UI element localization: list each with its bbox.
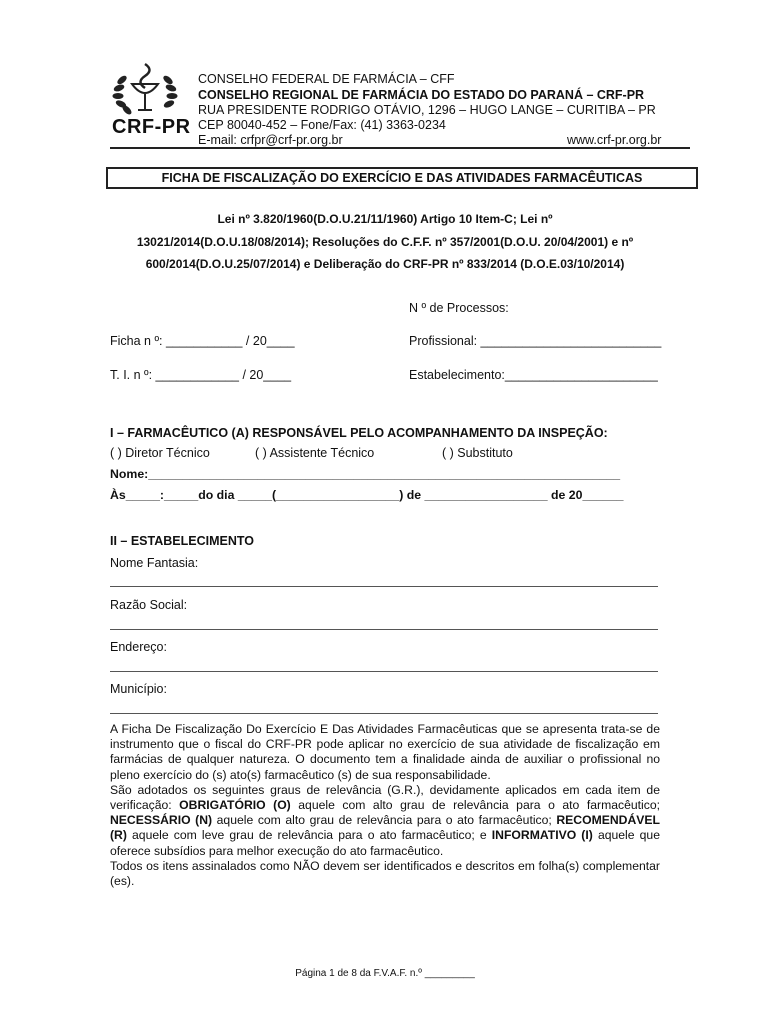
data-hora-field[interactable]: Às_____:_____do dia _____(__________________) de __________________ de 20______	[110, 488, 624, 502]
p2-text-e: aquele que oferece subsídios para melhor execução do ato farmacêutico.	[110, 828, 660, 858]
processos-label: N º de Processos:	[409, 301, 509, 315]
paragraph-2	[110, 783, 660, 859]
p2-text-a: São adotados os seguintes graus de relevância (G.R.), devidamente aplicados em cada item de verificação:	[110, 782, 660, 813]
law-line-1: Lei nº 3.820/1960(D.O.U.21/11/1960) Artigo 10 Item-C; Lei nº	[217, 212, 553, 226]
header-divider	[110, 147, 690, 149]
paragraph-3: Todos os itens assinalados como NÃO devem ser identificados e descritos em folha(s) complementar (es).	[110, 858, 660, 889]
header-address: RUA PRESIDENTE RODRIGO OTÁVIO, 1296 – HUGO LANGE – CURITIBA – PR	[198, 103, 656, 117]
estabelecimento-field[interactable]: Estabelecimento:______________________	[409, 368, 658, 382]
header-cff: CONSELHO FEDERAL DE FARMÁCIA – CFF	[198, 72, 455, 86]
option-diretor-tecnico[interactable]: ( ) Diretor Técnico	[110, 446, 210, 460]
logo-text: CRF-PR	[112, 116, 191, 138]
nome-fantasia-label: Nome Fantasia:	[110, 556, 199, 570]
explanation-text	[110, 722, 660, 889]
form-title: FICHA DE FISCALIZAÇÃO DO EXERCÍCIO E DAS ATIVIDADES FARMACÊUTICAS	[106, 167, 698, 189]
header-cep: CEP 80040-452 – Fone/Fax: (41) 3363-0234	[198, 118, 446, 132]
p2-text-b: aquele com alto grau de relevância para o ato farmacêutico;	[290, 798, 661, 813]
p2-text-d: aquele com leve grau de relevância para o ato farmacêutico; e	[126, 828, 492, 843]
p2-text-c: aquele com alto grau de relevância para o ato farmacêutico;	[212, 813, 557, 828]
municipio-label: Município:	[110, 682, 167, 696]
ficha-field[interactable]: Ficha n º: ___________ / 20____	[110, 334, 295, 348]
header-crf: CONSELHO REGIONAL DE FARMÁCIA DO ESTADO DO PARANÁ – CRF-PR	[198, 88, 645, 102]
header-website: www.crf-pr.org.br	[567, 133, 662, 147]
law-line-3: 600/2014(D.O.U.25/07/2014) e Deliberação do CRF-PR nº 833/2014 (D.O.E.03/10/2014)	[145, 257, 625, 271]
option-substituto[interactable]: ( ) Substituto	[442, 446, 513, 460]
page-footer: Página 1 de 8 da F.V.A.F. n.º _________	[295, 968, 475, 979]
nome-fantasia-line[interactable]	[110, 586, 658, 587]
profissional-field[interactable]: Profissional: __________________________	[409, 334, 662, 348]
endereco-line[interactable]	[110, 671, 658, 672]
paragraph-1: A Ficha De Fiscalização Do Exercício E Das Atividades Farmacêuticas que se apresenta trata-se de instrumento que o fiscal do CRF-PR pode aplicar no exercício de sua atividade de fiscalização em farmácias de qualquer natureza. O documento tem a finalidade ainda de auxiliar o profissional no pleno exercício do (s) ato(s) farmacêutico (s) de sua responsabilidade.	[110, 722, 660, 782]
endereco-label: Endereço:	[110, 640, 167, 654]
nome-field[interactable]: Nome:_____________________________________________________________________	[110, 467, 621, 481]
section-2-title: II – ESTABELECIMENTO	[110, 534, 255, 548]
header-email: E-mail: crfpr@crf-pr.org.br	[198, 133, 343, 147]
law-line-2: 13021/2014(D.O.U.18/08/2014); Resoluções do C.F.F. nº 357/2001(D.O.U. 20/04/2001) e nº	[136, 235, 634, 249]
grade-necessario: NECESSÁRIO (N)	[110, 813, 213, 828]
grade-informativo: INFORMATIVO (I)	[491, 828, 593, 843]
municipio-line[interactable]	[110, 713, 658, 714]
razao-social-label: Razão Social:	[110, 598, 188, 612]
grade-recomendavel: RECOMENDÁVEL (R)	[110, 813, 660, 843]
section-1-title: I – FARMACÊUTICO (A) RESPONSÁVEL PELO ACOMPANHAMENTO DA INSPEÇÃO:	[110, 426, 608, 440]
ti-field[interactable]: T. I. n º: ____________ / 20____	[110, 368, 292, 382]
grade-obrigatorio: OBRIGATÓRIO (O)	[179, 798, 291, 813]
razao-social-line[interactable]	[110, 629, 658, 630]
option-assistente-tecnico[interactable]: ( ) Assistente Técnico	[255, 446, 375, 460]
